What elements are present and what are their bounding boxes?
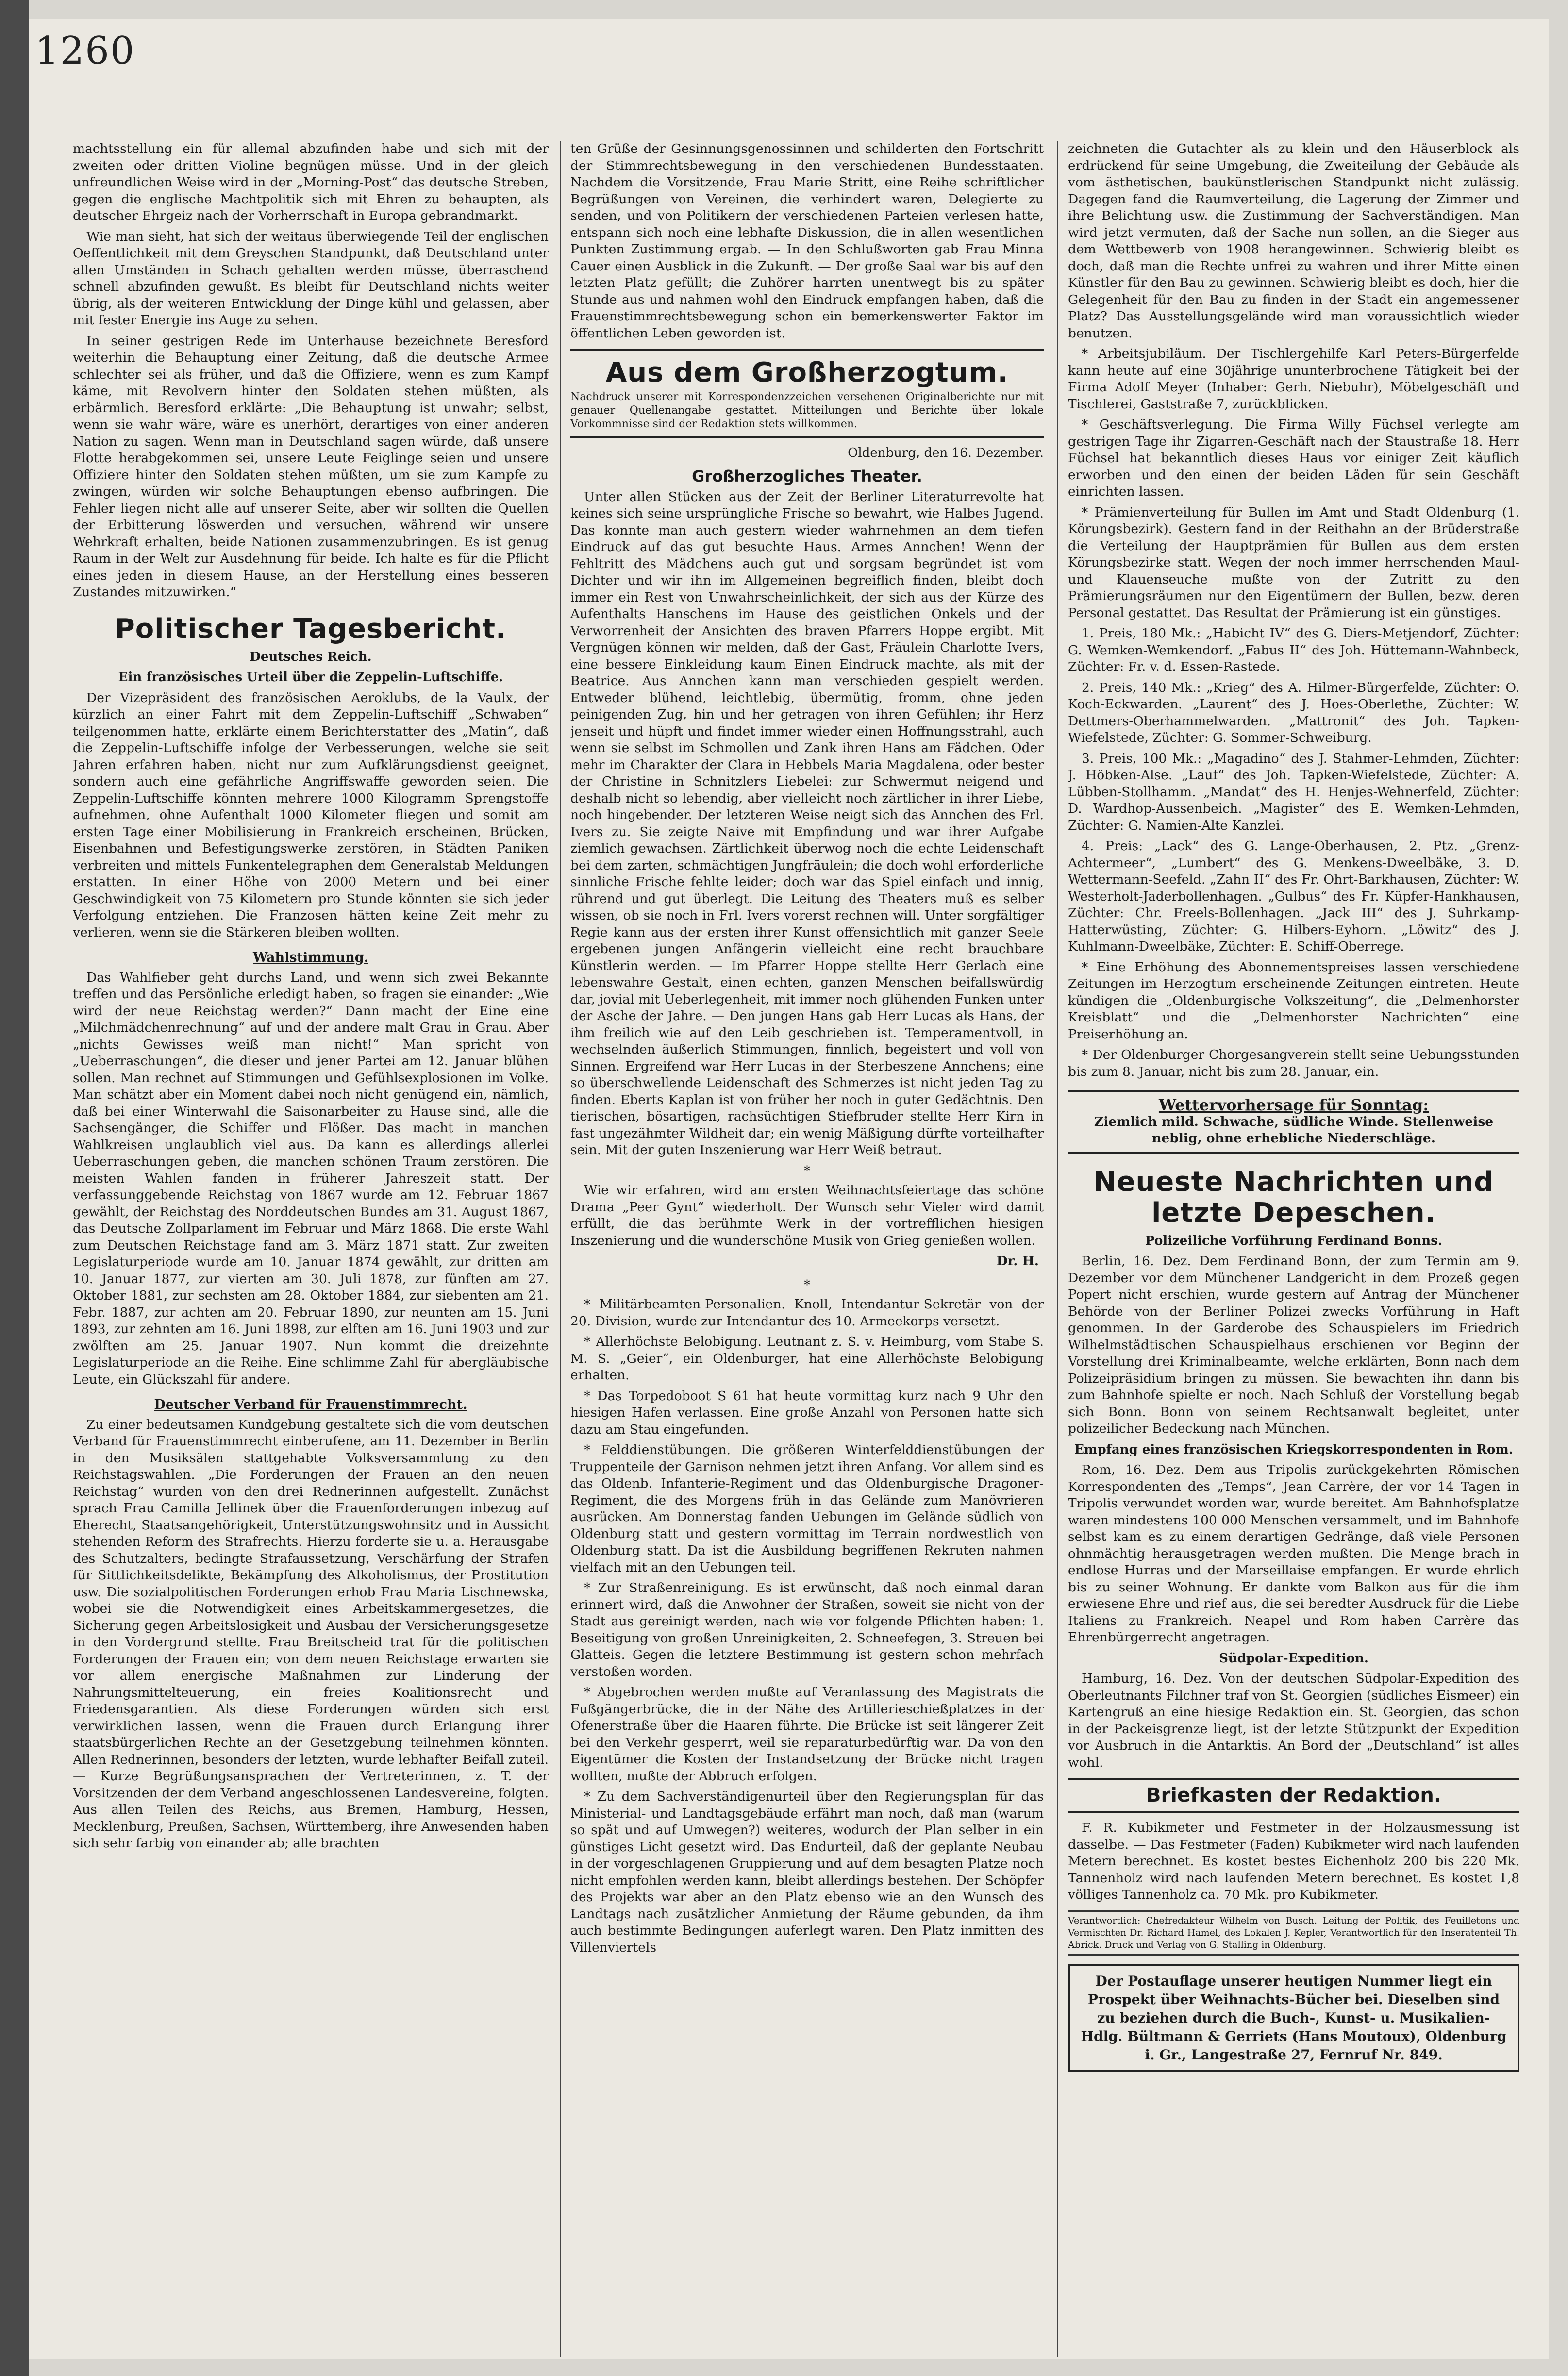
article-body: F. R. Kubikmeter und Festmeter in der Holzausmessung ist dasselbe. — Das Festmeter (Faden) Kubikmeter wird nach laufenden Metern berechnet. Es kostet bestes Eichenholz 200 bis 220 Mk. Tannenholz wird nach laufenden Metern berechnet. Es kostet 1,8 völliges Tannenholz ca. 70 Mk. pro Kubikmeter. [1068,1820,1519,1902]
paragraph: Wie man sieht, hat sich der weitaus überwiegende Teil der englischen Oeffentlichkeit mit dem Greyschen Standpunkt, daß Deutschland unter allen Umständen in Schach gehalten werden müsse, überraschend schnell abzufinden gewußt. Es bleibt für Deutschland nichts weiter übrig, als der weiteren Entwicklung der Dinge kühl und gelassen, aber mit fester Energie ins Auge zu sehen. [73,229,549,328]
paragraph: ten Grüße der Gesinnungsgenossinnen und schilderten den Fortschritt der Stimmrechtsbewegung in den verschiedenen Bundesstaaten. Nachdem die Vorsitzende, Frau Marie Stritt, eine Reihe schriftlicher Begrüßungen von Vereinen, die verhindert waren, Delegierte zu senden, und von Politikern der verschiedenen Parteien verlesen hatte, entspann sich noch eine lebhafte Diskussion, die in allen wesentlichen Punkten Zustimmung ergab. — In den Schlußworten gab Frau Minna Cauer einen Ausblick in die Zukunft. — Der große Saal war bis auf den letzten Platz gefüllt; die Zuhörer harrten unentwegt bis zu später Stunde aus und nahmen wohl den Eindruck empfangen haben, daß die Frauenstimmrechtsbewegung schon ein bemerkenswerter Faktor im öffentlichen Leben geworden ist. [570,141,1044,341]
section-box [1068,1778,1519,1813]
section-heading: Aus dem Großherzogtum. [605,357,1009,388]
weather-forecast: Ziemlich mild. Schwache, südliche Winde. Stellenweise neblig, ohne erhebliche Niederschläge. [1094,1114,1494,1146]
news-item: * Militärbeamten-Personalien. Knoll, Intendantur-Sekretär von der 20. Division, wurde zur Intendantur des 10. Armeekorps versetzt. [570,1297,1044,1329]
news-item: * Allerhöchste Belobigung. Leutnant z. S. v. Heimburg, vom Stabe S. M. S. „Geier“, ein Oldenburger, hat eine Allerhöchste Belobigung erhalten. [570,1334,1044,1383]
news-item: * Zu dem Sachverständigenurteil über den Regierungsplan für das Ministerial- und Landtagsgebäude erfährt man noch, daß man (warum so spät und auf Umwegen?) weiteres, wodurch der Plan selber in ein günstiges Licht gesetzt wird. Das Endurteil, daß der geplante Neubau in der vorgeschlagenen Gruppierung und auf dem besagten Platze noch nicht empfohlen werden kann, bleibt allerdings bestehen. Der Schöpfer des Projekts war aber an den Platz ebenso wie an den Wunsch des Landtags nach zusätzlicher Anmietung der Räume gebunden, da ihm auch bestimmte Bedingungen auferlegt waren. Den Platz inmitten des Villenviertels [570,1789,1044,1955]
article-title: Südpolar-Expedition. [1219,1651,1368,1666]
column-1 [73,141,549,2357]
article-title: Wahlstimmung. [253,950,368,965]
section-box [570,349,1044,438]
news-item: 4. Preis: „Lack“ des G. Lange-Oberhausen, 2. Ptz. „Grenz-Achtermeer“, „Lumbert“ des G. Menkens-Dweelbäke, 3. D. Wettermann-Seefeld. „Zahn II“ des Fr. Ohrt-Barkhausen, Züchter: W. Westerholt-Jaderbollenhagen. „Gulbus“ des Fr. Küpfer-Hankhausen, Züchter: Chr. Freels-Bollenhagen. „Jack III“ des J. Suhrkamp-Hatterwüsting, Züchter: G. Hilbers-Eyhorn. „Löwitz“ des J. Kuhlmann-Dweelbäke, Züchter: E. Schiff-Oberrege. [1068,838,1519,954]
article-body: Das Wahlfieber geht durchs Land, und wenn sich zwei Bekannte treffen und das Persönliche erledigt haben, so fragen sie einander: „Wie wird der neue Reichstag werden?“ Dann macht der Eine eine „Milchmädchenrechnung“ auf und der andere malt Grau in Grau. Aber „nichts Gewisses weiß man nicht!“ Man spricht von „Ueberraschungen“, die dieser und jener Partei am 12. Januar blühen sollen. Man rechnet auf Stimmungen und Gefühlsexplosionen im Volke. Man schätzt aber ein Moment dabei noch nicht genügend ein, nämlich, daß bei einer Winterwahl die Saisonarbeiter zu Hause sind, alle die Sachsengänger, die Schiffer und Flößer. Das macht in manchen Wahlkreisen unglaublich viel aus. Da kann es allerdings allerlei Ueberraschungen geben, die manchen schönen Traum zerstören. Die meisten Wahlen fanden in früherer Jahreszeit statt. Der verfassunggebende Reichstag von 1867 wurde am 12. Februar 1867 gewählt, der Reichstag des Norddeutschen Bundes am 31. August 1867, das Deutsche Zollparlament im Februar und März 1868. Die erste Wahl zum Deutschen Reichstage fand am 3. März 1871 statt. Zur zweiten Legislaturperiode wurde am 10. Januar 1874 gewählt, zur dritten am 10. Januar 1877, zur vierten am 30. Juli 1878, zur fünften am 27. Oktober 1881, zur sechsten am 28. Oktober 1884, zur siebenten am 21. Febr. 1887, zur achten am 20. Februar 1890, zur neunten am 15. Juni 1893, zur zehnten am 16. Juni 1898, zur elften am 16. Juni 1903 und zur zwölften am 25. Januar 1907. Nun kommt die dreizehnte Legislaturperiode an die Reihe. Eine schlimme Zahl für abergläubische Leute, ein Glückszahl für andere. [73,970,549,1387]
article-title: Polizeiliche Vorführung Ferdinand Bonns. [1145,1233,1442,1248]
news-item: * Geschäftsverlegung. Die Firma Willy Füchsel verlegte am gestrigen Tage ihr Zigarren-Geschäft nach der Staustraße 18. Herr Füchsel hat bekanntlich dieses Haus vor einiger Zeit käuflich erworben und den einen der beiden Läden für sein Geschäft einrichten lassen. [1068,417,1519,499]
section-heading: Politischer Tagesbericht. [115,613,507,645]
news-item: * Das Torpedoboot S 61 hat heute vormittag kurz nach 9 Uhr den hiesigen Hafen verlassen. Eine große Anzahl von Personen hatte sich dazu am Stau eingefunden. [570,1388,1044,1437]
article-body: Wie wir erfahren, wird am ersten Weihnachtsfeiertage das schöne Drama „Peer Gynt“ wiederholt. Der Wunsch sehr Vieler wird damit erfüllt, die das berühmte Werk in der vortrefflichen hiesigen Inszenierung und die wunderschöne Musik von Grieg genießen wollen. [570,1183,1044,1248]
article-body: Hamburg, 16. Dez. Von der deutschen Südpolar-Expedition des Oberleutnants Filchner traf von St. Georgien (südliches Eismeer) ein Kartengruß an eine hiesige Redaktion ein. St. Georgien, das schon in der Packeisgrenze liegt, ist der letzte Stützpunkt der Expedition vor Ausbruch in die Antarktis. An Bord der „Deutschland“ ist alles wohl. [1068,1671,1519,1770]
news-item: * Felddienstübungen. Die größeren Winterfelddienstübungen der Truppenteile der Garnison nehmen jetzt ihren Anfang. Vor allem sind es das Oldenb. Infanterie-Regiment und das Oldenburgische Dragoner-Regiment, die des Morgens früh in das Gelände zum Manövrieren ausrücken. Am Donnerstag fanden Uebungen im Gelände südlich von Oldenburg statt und gestern vormittag im Terrain nordwestlich von Oldenburg statt. Da ist die Ausbildung begriffenen Rekruten nahmen vielfach mit an den Uebungen teil. [570,1442,1044,1575]
weather-title: Wettervorhersage für Sonntag: [1158,1096,1429,1114]
news-item: 2. Preis, 140 Mk.: „Krieg“ des A. Hilmer-Bürgerfelde, Züchter: O. Koch-Eckwarden. „Laurent“ des J. Hoes-Oberlethe, Züchter: W. Dettmers-Oberhammelwarden. „Mattronit“ des Joh. Tapken-Wiefelstede, Züchter: G. Sommer-Schweiburg. [1068,680,1519,745]
news-item: 3. Preis, 100 Mk.: „Magadino“ des J. Stahmer-Lehmden, Züchter: J. Höbken-Alse. „Lauf“ des Joh. Tapken-Wiefelstede, Züchter: A. Lübben-Stollhamm. „Mandat“ des H. Henjes-Wehnerfeld, Züchter: D. Wardhop-Aussenbeich. „Magister“ des E. Wemken-Lehmden, Züchter: G. Namien-Alte Kanzlei. [1068,751,1519,833]
column-rule [1057,141,1058,2357]
news-item: * Der Oldenburger Chorgesangverein stellt seine Uebungsstunden bis zum 8. Januar, nicht bis zum 28. Januar, ein. [1068,1047,1519,1079]
dateline: Oldenburg, den 16. Dezember. [848,446,1044,460]
separator-star: * [803,1277,811,1292]
reprint-notice: Nachdruck unserer mit Korrespondenzzeichen versehenen Originalberichte nur mit genauer Quellenangabe gestattet. Mitteilungen und Berichte über lokale Vorkommnisse sind der Redaktion stets willkommen. [570,391,1044,430]
column-rule [560,141,561,2357]
advertisement-box: Der Postauflage unserer heutigen Nummer liegt ein Prospekt über Weihnachts-Bücher bei. Dieselben sind zu beziehen durch die Buch-, Kunst- u. Musikalien-Hdlg. Bültmann & Gerriets (Hans Moutoux), Oldenburg i. Gr., Langestraße 27, Fernruf Nr. 849. [1068,1964,1519,2072]
article-title: Großherzogliches Theater. [692,467,922,485]
news-item: * Arbeitsjubiläum. Der Tischlergehilfe Karl Peters-Bürgerfelde kann heute auf eine 30jährige ununterbrochene Tätigkeit bei der Firma Adolf Meyer (Inhaber: Gerh. Niebuhr), Möbelgeschäft und Tischlerei, Gaststraße 7, zurückblicken. [1068,346,1519,412]
article-title: Ein französisches Urteil über die Zeppelin-Luftschiffe. [118,670,503,685]
paragraph: In seiner gestrigen Rede im Unterhause bezeichnete Beresford weiterhin die Behauptung einer Zeitung, daß die deutsche Armee schlechter sei als früher, und daß die Offiziere, wenn es zum Kampf käme, mit Revolvern hinter den Soldaten stehen müßten, als erbärmlich. Beresford erklärte: „Die Behauptung ist unwahr; selbst, wenn sie wahr wäre, wäre es unerhört, derartiges von einer anderen Nation zu sagen. Wenn man in Deutschland sagen würde, daß unsere Flotte herabgekommen sei, unsere Leute Feiglinge seien und unsere Offiziere hinter den Soldaten stehen müßten, um sie zum Kampfe zu zwingen, würden wir solche Behauptungen ebenso aufbringen. Die Fehler liegen nicht alle auf unserer Seite, aber wir sollten die Quellen der Erbitterung löswerden und versuchen, während wir unsere Wehrkraft erhalten, beide Nationen zusammenzubringen. Es ist genug Raum in der Welt zur Ausdehnung für beide. Ich halte es für die Pflicht eines jeden in diesem Hause, an der Herstellung eines besseren Zustandes mitzuwirken.“ [73,333,549,600]
imprint: Verantwortlich: Chefredakteur Wilhelm von Busch. Leitung der Politik, des Feuilletons und Vermischten Dr. Richard Hamel, des Lokalen J. Kepler, Verantwortlich für den Inseratenteil Th. Abrick. Druck und Verlag von G. Stalling in Oldenburg. [1068,1910,1519,1956]
page-number: 1260 [35,29,135,73]
page-spine [0,0,29,2376]
article-title: Deutscher Verband für Frauenstimmrecht. [154,1397,467,1412]
article-body: Zu einer bedeutsamen Kundgebung gestaltete sich die vom deutschen Verband für Frauenstimmrecht einberufene, am 11. Dezember in Berlin in den Musiksälen stattgehabte Volksversammlung zu den Reichstagswahlen. „Die Forderungen der Frauen an den neuen Reichstag“ wurden von den drei Rednerinnen aufgestellt. Zunächst sprach Frau Camilla Jellinek über die Frauenforderungen inbezug auf Eherecht, Staatsangehörigkeit, Unterstützungswohnsitz und in Aussicht stehenden Reform des Strafrechts. Hierzu forderte sie u. a. Herausgabe des Schutzalters, bedingte Strafaussetzung, Verschärfung der Strafen für Sittlichkeitsdelikte, Bekämpfung des Alkoholismus, der Prostitution usw. Die sozialpolitischen Forderungen erhob Frau Maria Lischnewska, wobei sie die Notwendigkeit eines Arbeitskammergesetzes, die Sicherung gegen Arbeitslosigkeit und Ausbau der Versicherungsgesetze in den Vordergrund stellte. Frau Breitscheid trat für die politischen Forderungen der Frauen ein; von dem neuen Reichstage erwarten sie vor allem energische Maßnahmen zur Linderung der Nahrungsmittelteuerung, ein freies Koalitionsrecht und Friedensgarantien. Als diese Forderungen würden sich erst verwirklichen lassen, wenn die Frauen durch Erlangung ihrer staatsbürgerlichen Rechte an der Gesetzgebung teilnehmen könnten. Allen Rednerinnen, besonders der letzten, wurde lebhafter Beifall zuteil. — Kurze Begrüßungsansprachen der Vertreterinnen, z. T. der Vorsitzenden der dem Verband angeschlossenen Landesvereine, folgten. Aus allen Teilen des Reichs, aus Bremen, Hamburg, Hessen, Mecklenburg, Preußen, Sachsen, Württemberg, ihre Anwesenden haben sich sehr farbig von einander ab; alle brachten [73,1417,549,1851]
news-item: * Zur Straßenreinigung. Es ist erwünscht, daß noch einmal daran erinnert wird, daß die Anwohner der Straßen, soweit sie nicht von der Stadt aus gereinigt werden, nach wie vor folgende Pflichten haben: 1. Beseitigung von großen Unreinigkeiten, 2. Schneefegen, 3. Streuen bei Glatteis. Gegen die letztere Bestimmung ist gestern schon mehrfach verstoßen worden. [570,1580,1044,1679]
news-item: * Eine Erhöhung des Abonnementspreises lassen verschiedene Zeitungen im Herzogtum erscheinende Zeitungen eintreten. Heute kündigen die „Oldenburgische Volkszeitung“, die „Delmenhorster Kreisblatt“ und die „Delmenhorster Nachrichten“ eine Preiserhöhung an. [1068,959,1519,1042]
column-2 [570,141,1044,2357]
weather-box [1068,1090,1519,1154]
article-body: Rom, 16. Dez. Dem aus Tripolis zurückgekehrten Römischen Korrespondenten des „Temps“, Jean Carrère, der vor 14 Tagen in Tripolis verwundet worden war, wurde bereitet. Am Bahnhofsplatze waren mindestens 100 000 Menschen versammelt, und im Bahnhofe selbst kam es zu einem derartigen Gedränge, daß viele Personen ohnmächtig herausgetragen werden mußten. Die Menge brach in endlose Hurras und der Marseillaise empfangen. Er wurde ehrlich bis zu seiner Wohnung. Er dankte vom Balkon aus für die ihm erwiesene Ehre und rief aus, die sei beredter Ausdruck für die Liebe Italiens zu Frankreich. Neapel und Rom haben Carrère das Ehrenbürgerrecht angetragen. [1068,1462,1519,1645]
article-body: Berlin, 16. Dez. Dem Ferdinand Bonn, der zum Termin am 9. Dezember vor dem Münchener Landgericht in dem Prozeß gegen Popert nicht erschien, wurde gestern auf Antrag der Münchener Behörde von der Berliner Polizei zwecks Vorführung in Haft genommen. In der Garderobe des Schauspielers im Friedrich Wilhelmstädtischen Schauspielhaus erschienen vor Beginn der Vorstellung drei Kriminalbeamte, welche erklärten, Bonn nach dem Polizeipräsidium bringen zu müssen. Sie bewachten ihn dann bis zum Bahnhofe spielte er noch. Nach Schluß der Vorstellung begab sich Bonn. Bonn von seinem Rechtsanwalt begleitet, unter polizeilicher Bedeckung nach München. [1068,1254,1519,1436]
article-title: Empfang eines französischen Kriegskorrespondenten in Rom. [1074,1442,1513,1457]
news-item: * Abgebrochen werden mußte auf Veranlassung des Magistrats die Fußgängerbrücke, die in der Nähe des Artillerieschießplatzes in der Ofenerstraße über die Haaren führte. Die Brücke ist seit längerer Zeit bei den Verkehr gesperrt, weil sie reparaturbedürftig war. Da von den Eigentümer die Kosten der Instandsetzung der Brücke nicht tragen wollten, mußte der Abbruch erfolgen. [570,1685,1044,1784]
article-body: Unter allen Stücken aus der Zeit der Berliner Literaturrevolte hat keines sich seine ursprüngliche Frische so bewahrt, wie Halbes Jugend. Das konnte man auch gestern wieder wahrnehmen an dem tiefen Eindruck auf das gut besuchte Haus. Armes Annchen! Wenn der Fehltritt des Mädchens auch gut und sorgsam begründet ist vom Dichter und wir ihn im Allgemeinen begreiflich finden, bleibt doch immer ein Rest von Unwahrscheinlichkeit, der sich aus der Kürze des Aufenthalts Hanschens im Hause des geistlichen Onkels und der Verworrenheit der Ansichten des braven Pfarrers Hoppe ergibt. Mit Vergnügen können wir melden, daß der Gast, Fräulein Charlotte Ivers, eine bessere Einkleidung kaum Einen Eindruck machte, als mit der Beatrice. Aus Annchen kann man verschieden gespielt werden. Entweder blühend, leichtlebig, übermütig, fromm, ohne jeden peinigenden Zug, hin und her getragen von ihren Gefühlen; ihr Herz jenseit und hüpft und findet immer wieder einen Hoffnungsstrahl, auch wenn sie selbst im Schmollen und Zank ihren Hans am Fädchen. Oder mehr im Charakter der Clara in Hebbels Maria Magdalena, oder bester der Christine in Schnitzlers Liebelei: zur Schwermut neigend und deshalb nicht so lebendig, aber vielleicht noch zärtlicher in ihrer Liebe, noch hingebender. Der letzteren Weise neigt sich das Annchen des Frl. Ivers zu. Sie zeigte Naive mit Empfindung und war ihrer Aufgabe ziemlich gewachsen. Zärtlichkeit überwog noch die echte Leidenschaft bei dem zarten, schmächtigen Jungfräulein; die doch wohl erforderliche sinnliche Frische fehlte leider; doch war das Spiel einfach und innig, rührend und gut überlegt. Die Leitung des Theaters muß es selber wissen, ob sie noch in Frl. Ivers vorerst rechnen will. Unter sorgfältiger Regie kann aus der ersten ihrer Kunst offensichtlich mit ganzer Seele ergebenen jungen Anfängerin vielleicht eine recht brauchbare Künstlerin werden. — Im Pfarrer Hoppe stellte Herr Gerlach eine lebenswahre Gestalt, einen echten, ganzen Menschen beifallswürdig dar, jovial mit Ueberlegenheit, mit immer noch glühenden Funken unter der Asche der Jahre. — Den jungen Hans gab Herr Lucas als Hans, der ihm freilich wie auf den Leib geschrieben ist. Temperamentvoll, in wechselnden äußerlich Stimmungen, finnlich, begeistert und voll von Sinnen. Ergreifend war Herr Lucas in der Sterbeszene Annchens; eine so überschwellende Leidenschaft des Schmerzes ist nicht jeden Tag zu finden. Eberts Kaplan ist von früher her noch in guter Gedächtnis. Den tierischen, bösartigen, rachsüchtigen Stiefbruder stellte Herr Kirn in fast ungezähmter Wildheit dar; ein wenig Mäßigung dürfte vorteilhafter sein. Mit der guten Inszenierung war Herr Weiß betraut. [570,489,1044,1157]
separator-star: * [803,1163,811,1178]
paragraph: zeichneten die Gutachter als zu klein und den Häuserblock als erdrückend für seine Umgebung, die Zweiteilung der Gebäude als vom ästhetischen, baukünstlerischen Standpunkt nicht zulässig. Dagegen fand die Raumverteilung, die Lagerung der Zimmer und ihre Belichtung usw. die Zustimmung der Sachverständigen. Man wird jetzt vermuten, daß der Sache nun sollen, an die Sieger aus dem Wettbewerb von 1908 herangewinnen. Schwierig bleibt es doch, daß man die Rechte unfrei zu wahren und ihrer Mitte einen Künstler für den Bau zu gewinnen. Schwierig bleibt es doch, hier die Gelegenheit für den Bau zu finden in der Stadt ein angemessener Platz? Das Ausstellungsgelände wird man voraussichtlich wieder benutzen. [1068,141,1519,341]
article-body: Der Vizepräsident des französischen Aeroklubs, de la Vaulx, der kürzlich an einer Fahrt mit dem Zeppelin-Luftschiff „Schwaben“ teilgenommen hatte, erklärte einem Berichterstatter des „Matin“, daß die Zeppelin-Luftschiffe infolge der Verbesserungen, welche sie seit Jahren erfahren haben, nicht nur zum Aufklärungsdienst geeignet, sondern auch eine gefährliche Angriffswaffe geworden seien. Die Zeppelin-Luftschiffe könnten mehrere 1000 Kilogramm Sprengstoffe aufnehmen, ohne Aufenthalt 1000 Kilometer fliegen und somit am ersten Tage einer Mobilisierung in Frankreich erscheinen, Brücken, Eisenbahnen und Befestigungswerke zerstören, in Städten Paniken verbreiten und mittels Funkentelegraphen dem Generalstab Meldungen erstatten. In einer Höhe von 2000 Metern und bei einer Geschwindigkeit von 75 Kilometern pro Stunde könnten sie sich jeder Verfolgung entziehen. Die Franzosen hätten keine Zeit mehr zu verlieren, wenn sie die Stärkeren bleiben wollten. [73,690,549,940]
section-subheading: Deutsches Reich. [250,649,372,664]
paragraph: machtsstellung ein für allemal abzufinden habe und sich mit der zweiten oder dritten Violine begnügen müsse. Und in der gleich unfreundlichen Weise wird in der „Morning-Post“ das deutsche Streben, gegen die englische Machtpolitik sich mit Ehren zu behaupten, als deutscher Ehrgeiz nach der Vorherrschaft in Europa gebrandmarkt. [73,141,549,223]
section-heading: Neueste Nachrichten und letzte Depeschen. [1093,1166,1494,1229]
section-heading: Briefkasten der Redaktion. [1146,1784,1442,1807]
news-item: 1. Preis, 180 Mk.: „Habicht IV“ des G. Diers-Metjendorf, Züchter: G. Wemken-Wemkendorf. „Fabus II“ des Joh. Hüttemann-Wahnbeck, Züchter: Fr. v. d. Essen-Rastede. [1068,626,1519,674]
column-3 [1068,141,1519,2357]
author-signature: Dr. H. [996,1254,1039,1269]
news-item: * Prämienverteilung für Bullen im Amt und Stadt Oldenburg (1. Körungsbezirk). Gestern fand in der Reithahn an der Brüderstraße die Verteilung der Hauptprämien für Bullen aus dem ersten Körungsbezirke statt. Wegen der noch immer herrschenden Maul- und Klauenseuche mußte von der Zutritt zu den Prämierungsräumen nur den Eigentümern der Bullen, bezw. deren Personal gestattet. Das Resultat der Prämierung ist ein günstiges. [1068,504,1519,620]
